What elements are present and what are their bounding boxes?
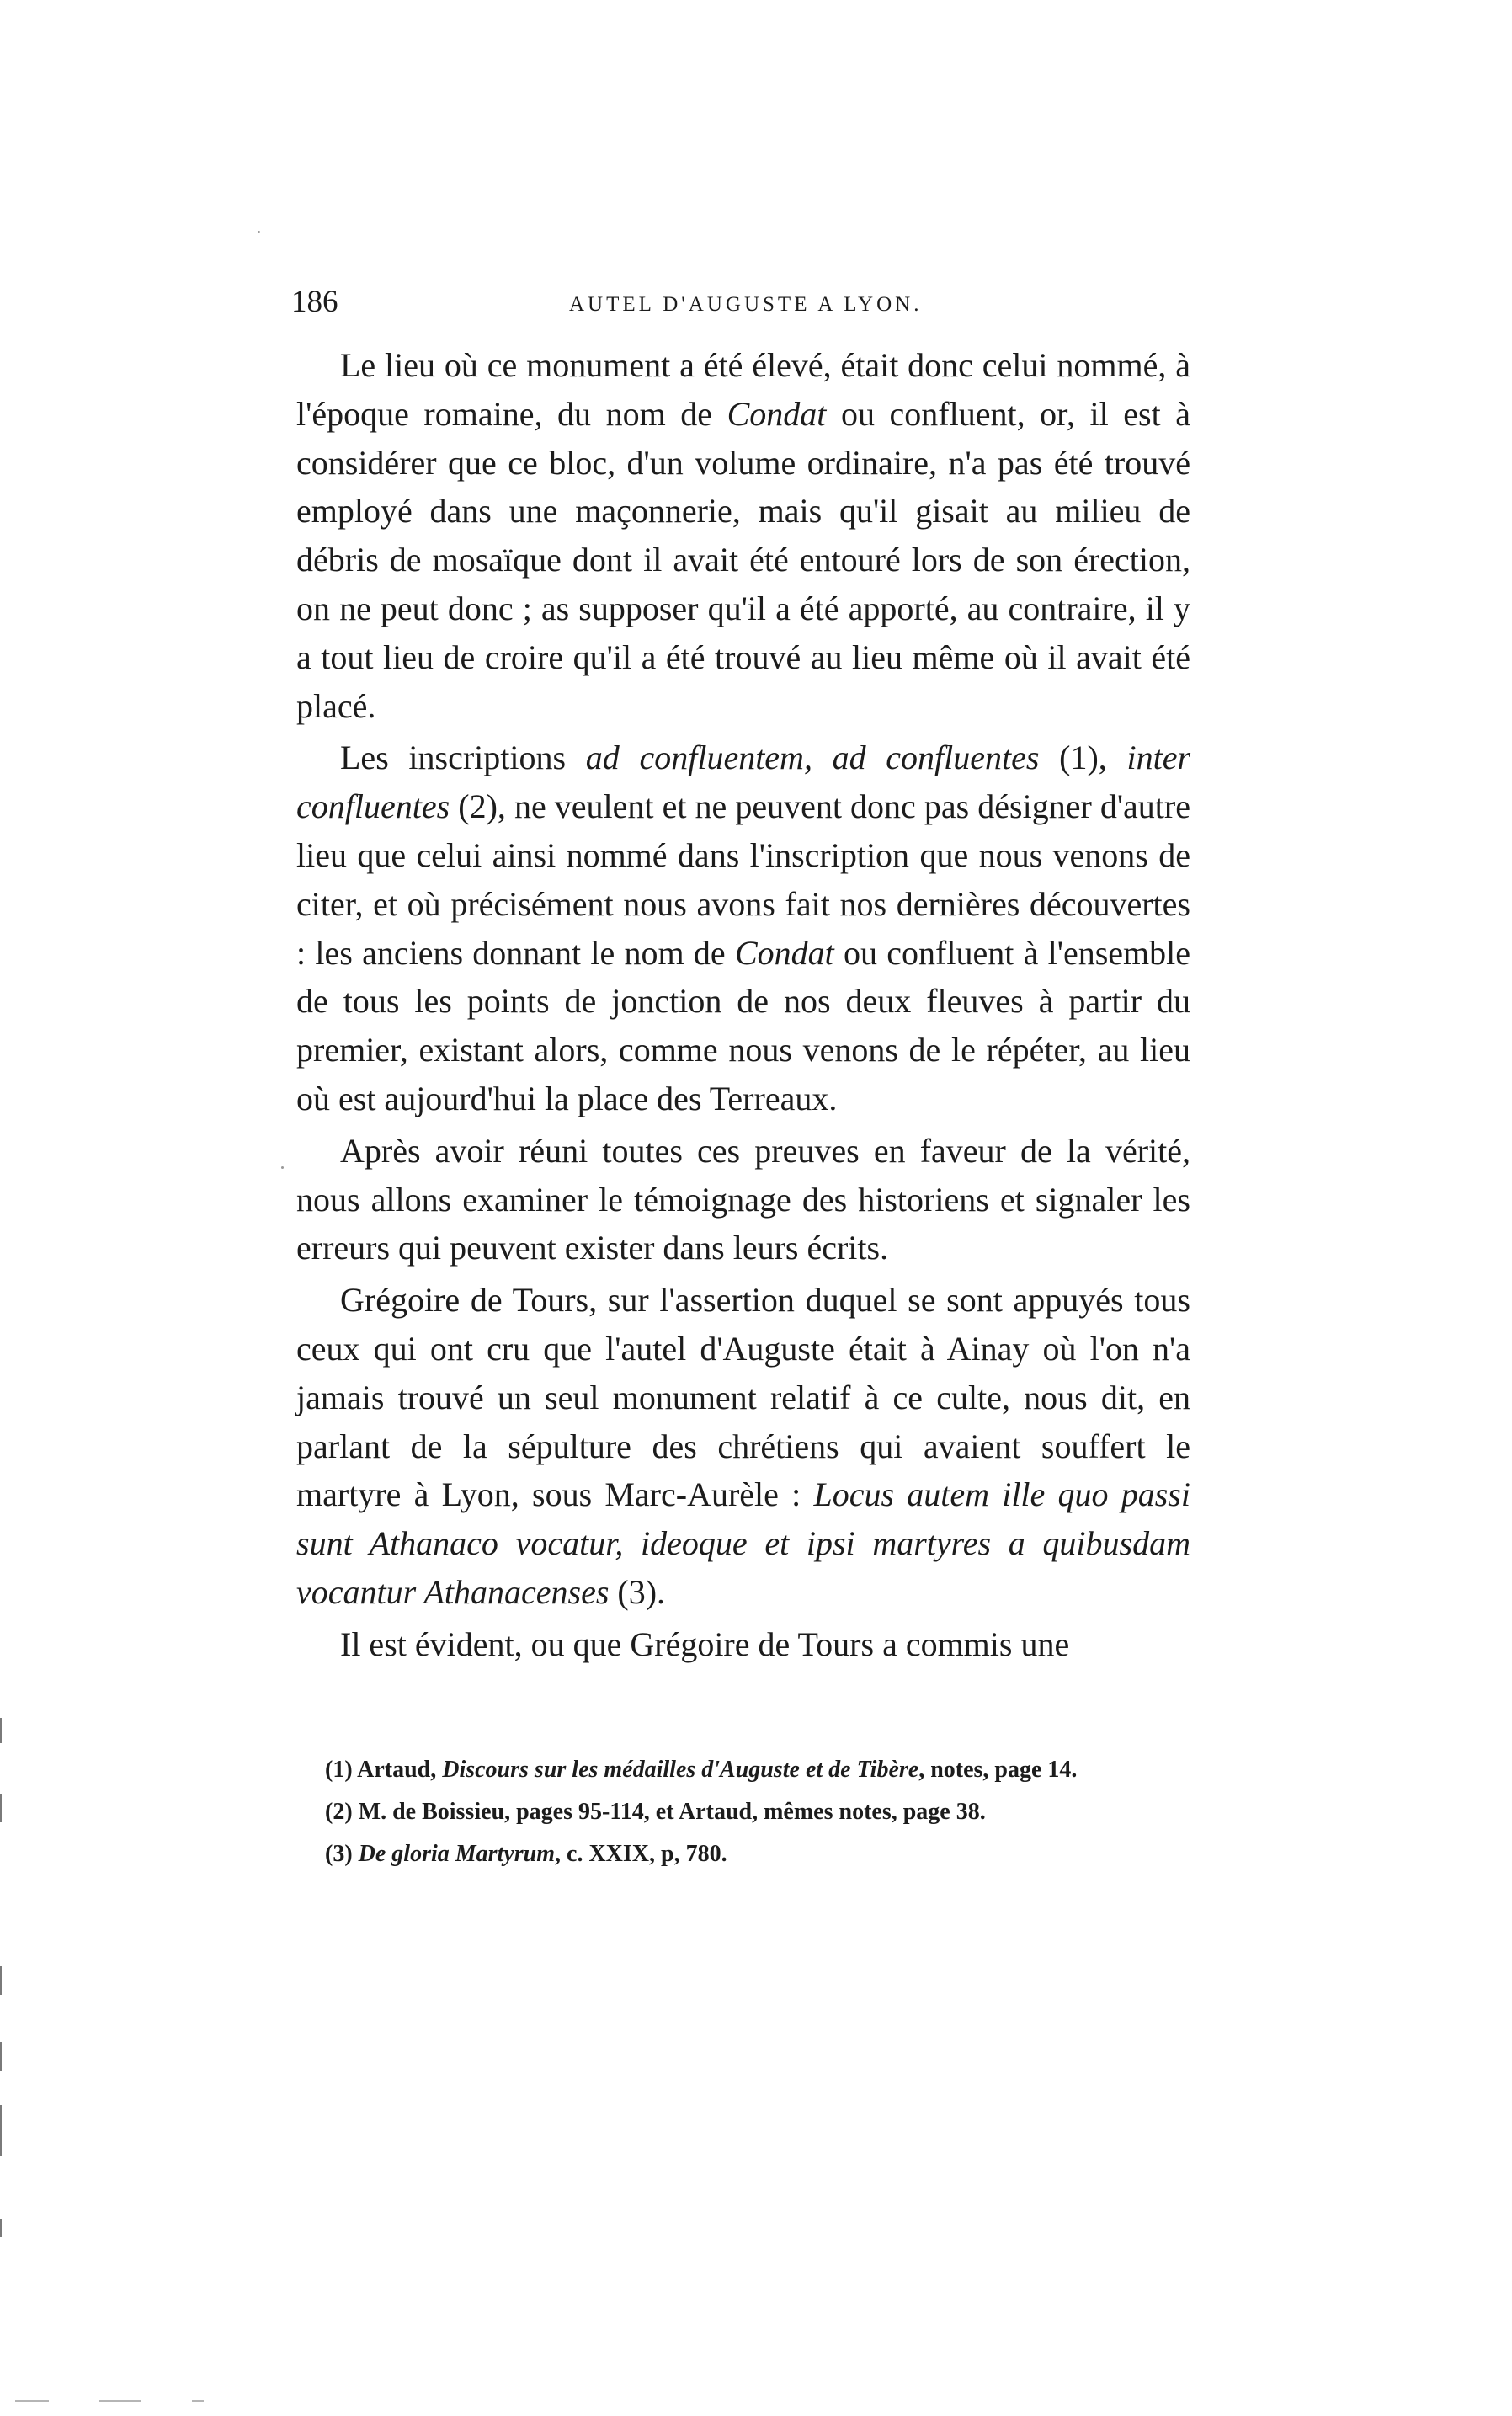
- scan-margin-mark: [0, 2042, 2, 2071]
- footnote-1-italic-title: Discours sur les médailles d'Auguste et de Tibère: [442, 1757, 919, 1783]
- footnote-1-text-c: , notes, page 14.: [918, 1757, 1078, 1783]
- scan-speck: [281, 1166, 284, 1169]
- footnote-1: [296, 1752, 1190, 1789]
- paragraph-4-text-c: (3).: [609, 1572, 666, 1611]
- paragraph-5: Il est évident, ou que Grégoire de Tours a commis une: [340, 1624, 1070, 1663]
- scan-bottom-mark: [15, 2400, 49, 2402]
- page-header: [291, 281, 1184, 323]
- paragraph-3: Après avoir réuni toutes ces preuves en faveur de la vérité, nous allons examiner le témoignage des historiens et signaler les erreurs qui peuvent exister dans leurs écrits.: [296, 1131, 1190, 1267]
- paragraph-4: [296, 1276, 1190, 1617]
- page-number: 186: [291, 285, 338, 319]
- scan-margin-mark: [0, 2219, 2, 2237]
- running-head: AUTEL D'AUGUSTE A LYON.: [569, 293, 923, 316]
- body-text: [296, 341, 1190, 1669]
- scan-bottom-mark: [192, 2400, 204, 2402]
- footnotes: [296, 1752, 1190, 1878]
- paragraph-1: [296, 341, 1190, 730]
- paragraph-2-text-a: Les inscriptions: [340, 739, 586, 777]
- footnote-3-italic-title: De gloria Martyrum: [358, 1841, 556, 1867]
- paragraph-2-text-g: ou confluent à l'ensemble de tous les points de jonction de nos deux fleuves à partir du premier, existant alors, comme nous venons de le répéter, au lieu où est aujourd'hui la place des Terreaux.: [296, 933, 1190, 1117]
- scan-speck: [258, 231, 260, 233]
- paragraph-2-italic-inscriptions: ad confluentem, ad confluentes: [585, 739, 1040, 777]
- paragraph-4-latin-quote: Locus autem ille quo passi sunt Athanaco vocatur, ideoque et ipsi martyres a quibusdam vocantur Athanacenses: [296, 1475, 1190, 1611]
- paragraph-2-italic-condat: Condat: [734, 933, 834, 972]
- footnote-3: [296, 1836, 1190, 1873]
- scan-margin-mark: [0, 1718, 2, 1743]
- footnote-3-text-a: (3): [325, 1841, 359, 1867]
- scan-margin-mark: [0, 1966, 2, 1995]
- paragraph-1-text-c: ou confluent, or, il est à considérer que ce bloc, d'un volume ordinaire, n'a pas été trouvé employé dans une maçonnerie, mais qu'il gisait au milieu de débris de mosaïque dont il avait été entouré lors de son érection, on ne peut donc ; as supposer qu'il a été apporté, au contraire, il y a tout lieu de croire qu'il a été trouvé au lieu même où il avait été placé.: [296, 394, 1191, 725]
- footnote-2: (2) M. de Boissieu, pages 95-114, et Artaud, mêmes notes, page 38.: [325, 1799, 986, 1825]
- footnote-1-text-a: (1) Artaud,: [325, 1757, 443, 1783]
- footnote-3-text-c: , c. XXIX, p, 780.: [555, 1841, 727, 1867]
- scan-margin-mark: [0, 1794, 2, 1822]
- scan-bottom-mark: [99, 2400, 141, 2402]
- paragraph-2-text-e: (2), ne veulent et ne peuvent donc pas désigner d'autre lieu que celui ainsi nommé dans l'inscription que nous venons de citer, et où précisément nous avons fait nos dernières découvertes : les anciens donnant le nom de: [296, 787, 1190, 972]
- paragraph-1-text-a: Le lieu où ce monument a été élevé, était donc celui nommé, à l'époque romaine, du nom de: [296, 346, 1190, 433]
- paragraph-2-italic-inter-confluentes: inter confluentes: [296, 739, 1191, 826]
- scan-margin-mark: [0, 2105, 2, 2156]
- paragraph-2: [296, 733, 1190, 1123]
- paragraph-4-text-a: Grégoire de Tours, sur l'assertion duquel se sont appuyés tous ceux qui ont cru que l'autel d'Auguste était à Ainay où l'on n'a jamais trouvé un seul monument relatif à ce culte, nous dit, en parlant de la sépulture des chrétiens qui avaient souffert le martyre à Lyon, sous Marc-Aurèle :: [296, 1281, 1190, 1514]
- paragraph-1-italic-condat: Condat: [727, 394, 827, 433]
- paragraph-2-text-c: (1),: [1039, 739, 1127, 777]
